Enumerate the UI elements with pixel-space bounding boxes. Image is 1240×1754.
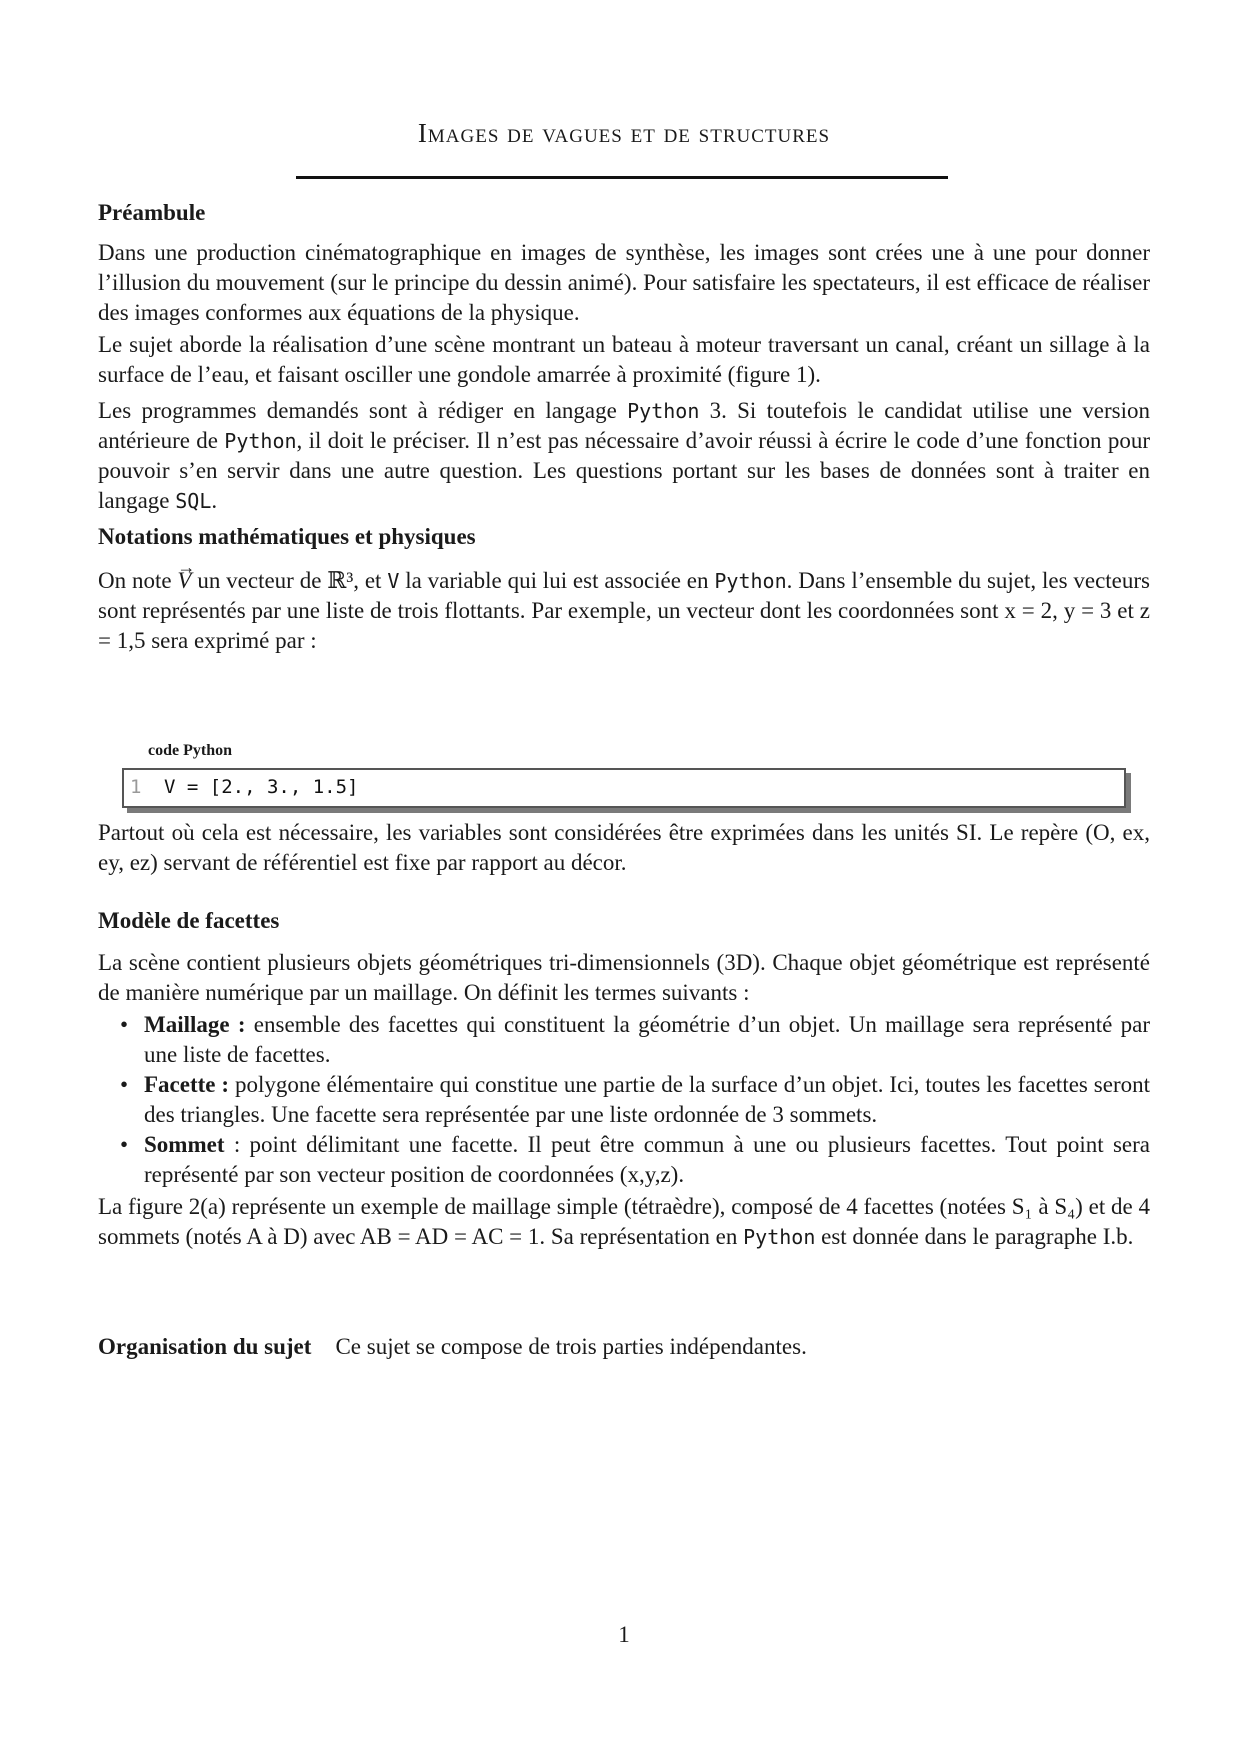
preamble-paragraph-1: Dans une production cinématographique en images de synthèse, les images sont crées une à une pour donner l’illusion du mouvement (sur le principe du dessin animé). Pour satisfaire les spectateurs, il est efficace de réaliser des images conformes aux équations de la physique.: [98, 240, 1150, 325]
figure-p-b: est donnée dans le paragraphe I.b.: [815, 1224, 1134, 1249]
preamble-p3-c: , il doit le préciser. Il n’est pas nécessaire d’avoir réussi à écrire le code d’une fonction pour pouvoir s’en servir dans une autre question. Les questions portant sur les bases de données sont à traiter en langage: [98, 428, 1150, 513]
title-rule: [296, 176, 948, 179]
notations-p1-a: On note: [98, 568, 178, 593]
notations-p1-d: . Dans l’ensemble du sujet, les vecteurs sont représentés par une liste de trois flottants. Par exemple, un vecteur dont les coordonnées sont x = 2, y = 3 et z = 1,5 sera exprimé par :: [98, 568, 1151, 653]
facettes-intro: La scène contient plusieurs objets géométriques tri-dimensionnels (3D). Chaque objet géométrique est représenté de manière numérique par un maillage. On définit les termes suivants :: [98, 950, 1150, 1005]
figure-paragraph: [98, 1192, 1150, 1252]
preamble-paragraph-3: [98, 396, 1150, 516]
code-line-number: 1: [130, 776, 142, 798]
figure-p-a: La figure 2(a) représente un exemple de maillage simple (tétraèdre), composé de 4 facettes (notées S₁ à S₄) et de 4 sommets (notés A à D) avec AB = AD = AC = 1. Sa représentation en: [98, 1194, 1150, 1249]
preamble-p3-d: .: [211, 488, 218, 513]
definitions-list: [98, 1010, 1150, 1190]
list-item: [98, 1130, 1150, 1190]
list-item: [98, 1010, 1150, 1070]
organisation-text: Ce sujet se compose de trois parties indépendantes.: [335, 1334, 807, 1359]
organisation-line: [98, 1334, 807, 1360]
document-title: Images de vagues et de structures: [417, 118, 831, 148]
preamble-p3-a: Les programmes demandés sont à rédiger en langage: [98, 398, 628, 423]
notations-p1-b: un vecteur de ℝ³, et: [191, 568, 388, 593]
definition-term: Sommet: [144, 1132, 225, 1157]
definition-text: polygone élémentaire qui constitue une partie de la surface d’un objet. Ici, toutes les facettes seront des triangles. Une facette sera représentée par une liste ordonnée de 3 sommets.: [144, 1072, 1150, 1127]
code-block: [122, 768, 1126, 808]
preamble-heading: Préambule: [98, 200, 206, 225]
definition-text: : point délimitant une facette. Il peut être commun à une ou plusieurs facettes. Tout point sera représenté par son vecteur position de coordonnées (x,y,z).: [144, 1132, 1150, 1187]
list-item: [98, 1070, 1150, 1130]
organisation-heading: Organisation du sujet: [98, 1334, 312, 1359]
page-number: 1: [618, 1622, 630, 1647]
sql-keyword: SQL: [175, 489, 212, 513]
python-keyword: Python: [627, 399, 700, 423]
page: [98, 0, 1150, 1754]
python-keyword: Python: [714, 569, 787, 593]
definition-term: Maillage :: [144, 1012, 246, 1037]
facettes-heading: Modèle de facettes: [98, 908, 280, 933]
python-keyword: Python: [743, 1225, 816, 1249]
vector-symbol: → V: [177, 566, 191, 596]
preamble-p3-b: 3. Si toutefois le candidat utilise une version antérieure de: [98, 398, 1151, 453]
preamble-paragraph-2: Le sujet aborde la réalisation d’une scène montrant un bateau à moteur traversant un canal, créant un sillage à la surface de l’eau, et faisant osciller une gondole amarrée à proximité (figure 1).: [98, 332, 1150, 387]
bullet-icon: •: [120, 1072, 129, 1097]
notations-paragraph-2: Partout où cela est nécessaire, les variables sont considérées être exprimées dans les unités SI. Le repère (O, ex, ey, ez) servant de référentiel est fixe par rapport au décor.: [98, 820, 1150, 875]
definition-text: ensemble des facettes qui constituent la géométrie d’un objet. Un maillage sera représenté par une liste de facettes.: [144, 1012, 1151, 1067]
python-keyword: Python: [224, 429, 297, 453]
code-line: V = [2., 3., 1.5]: [164, 776, 359, 798]
notations-heading: Notations mathématiques et physiques: [98, 524, 476, 549]
notations-paragraph-1: [98, 566, 1150, 656]
bullet-icon: •: [120, 1132, 129, 1157]
definition-term: Facette :: [144, 1072, 230, 1097]
code-caption: code Python: [148, 742, 232, 759]
code-variable: V: [387, 569, 400, 593]
notations-p1-c: la variable qui lui est associée en: [399, 568, 715, 593]
bullet-icon: •: [120, 1012, 129, 1037]
